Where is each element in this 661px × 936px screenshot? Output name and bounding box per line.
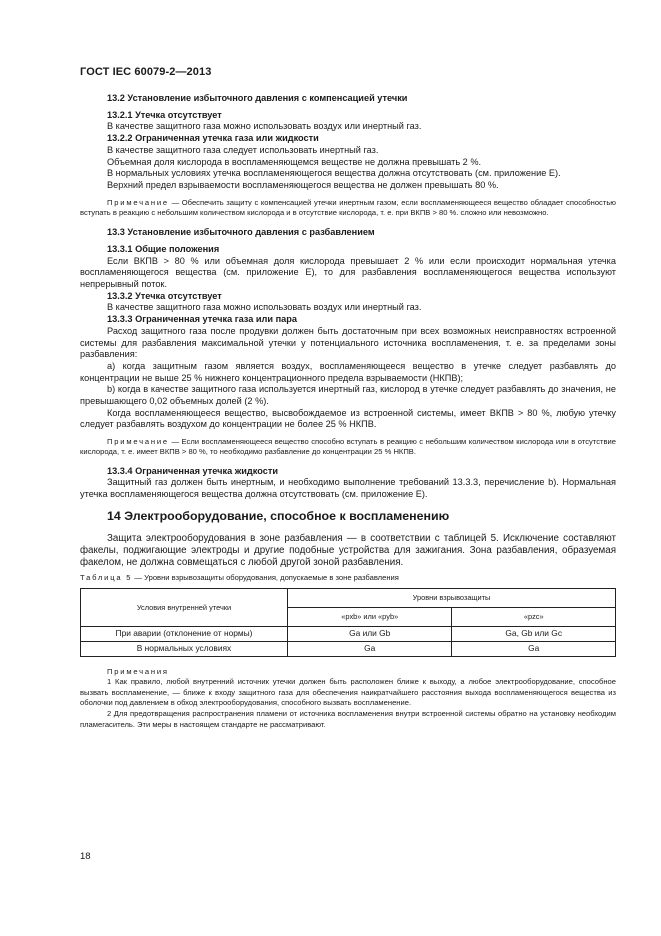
table-header-pzc: «pzc»	[452, 608, 616, 627]
page-content	[80, 93, 616, 730]
paragraph: Объемная доля кислорода в воспламеняющемся веществе не должна превышать 2 %.	[107, 156, 482, 167]
note-label: Примечание	[107, 197, 169, 207]
page-number: 18	[80, 851, 91, 862]
section-13-2-2-title: 13.2.2 Ограниченная утечка газа или жидкости	[107, 133, 319, 144]
section-14-title: 14 Электрооборудование, способное к воспламенению	[107, 508, 450, 523]
note-2: 2 Для предотвращения распространения пламени от источника воспламенения внутри встроенной системы обратно на установку необходим пламегаситель. Эти меры в настоящем стандарте не рассматривают.	[80, 709, 616, 729]
table-cell: Ga	[288, 641, 452, 656]
table-label: Таблица 5	[80, 573, 133, 583]
table-header-levels: Уровни взрывозащиты	[288, 589, 616, 608]
paragraph: Защитный газ должен быть инертным, и необходимо выполнение требований 13.3.3, перечисление b). Нормальная утечка воспламеняющегося вещества должна отсутствовать (см. приложение Е).	[80, 477, 616, 500]
table-row	[81, 641, 616, 656]
table-header-conditions: Условия внутренней утечки	[81, 589, 288, 627]
table-cell: В нормальных условиях	[81, 641, 288, 656]
table-row	[81, 627, 616, 642]
note-1: 1 Как правило, любой внутренний источник утечки должен быть расположен ближе к выходу, а любое электрооборудование, способное вызвать воспламенение, — ближе к входу защитного газа для обеспечения наикратчайшего расстояния выхода воспламеняющегося вещества из оболочки под давлением в обход электрооборудования, способного вызвать воспламенение.	[80, 677, 616, 708]
paragraph: В качестве защитного газа следует использовать инертный газ.	[107, 144, 379, 155]
paragraph: Когда воспламеняющееся вещество, высвобождаемое из встроенной системы, имеет ВКПВ > 80 %, любую утечку следует разбавлять воздухом до концентрации не более 25 % НКПВ.	[80, 407, 616, 430]
table-cell: Ga или Gb	[288, 627, 452, 642]
paragraph: Верхний предел взрываемости воспламеняющегося вещества не должен превышать 80 %.	[107, 179, 499, 190]
section-13-3-title: 13.3 Установление избыточного давления с разбавлением	[107, 227, 375, 238]
section-13-2-title: 13.2 Установление избыточного давления с компенсацией утечки	[107, 93, 408, 103]
table-caption-text: — Уровни взрывозащиты оборудования, допускаемые в зоне разбавления	[132, 573, 399, 583]
paragraph: В качестве защитного газа можно использовать воздух или инертный газ.	[107, 302, 422, 313]
document-header: ГОСТ IEC 60079-2—2013	[80, 66, 212, 78]
note-label: Примечание	[107, 437, 169, 447]
table-cell: При аварии (отклонение от нормы)	[81, 627, 288, 642]
list-item-b: b) когда в качестве защитного газа используется инертный газ, кислород в утечке следует разбавлять до значения, не превышающего 0,02 объемных долей (2 %).	[80, 384, 616, 407]
notes-title: Примечания	[107, 666, 169, 676]
note-13-2	[80, 198, 616, 219]
table-cell: Ga	[452, 641, 616, 656]
table-5	[80, 588, 616, 656]
note-13-3	[80, 437, 616, 458]
table-header-pxb: «pxb» или «pyb»	[288, 608, 452, 627]
section-13-3-4-title: 13.3.4 Ограниченная утечка жидкости	[107, 465, 278, 476]
note-text: — Если воспламеняющееся вещество способно вступать в реакцию с небольшим количеством кислорода или в отсутствие кислорода, т. е. имеет ВКПВ > 80 %, то необходимо разбавление до концентрации 25 % НКПВ.	[80, 437, 616, 457]
note-text: — Обеспечить защиту с компенсацией утечки инертным газом, если воспламеняющееся вещество обладает способностью вступать в реакцию с небольшим количеством кислорода и в отсутствие кислорода, т. е. при ВКПВ > 80 %. сложно или невозможно.	[80, 197, 616, 217]
paragraph: В нормальных условиях утечка воспламеняющегося вещества должна отсутствовать (см. приложение Е).	[107, 168, 561, 179]
section-13-3-3-title: 13.3.3 Ограниченная утечка газа или пара	[107, 314, 297, 325]
section-13-3-1-title: 13.3.1 Общие положения	[107, 243, 220, 254]
paragraph: Защита электрооборудования в зоне разбавления — в соответствии с таблицей 5. Исключение составляют факелы, поджигающие электроды и другие подобные устройства для зажигания. Зона разбавления, образуемая факелом, не должна совмещаться с любой другой зоной разбавления.	[80, 532, 616, 569]
paragraph: Если ВКПВ > 80 % или объемная доля кислорода превышает 2 % или если происходит нормальная утечка воспламеняющегося вещества (см. приложение Е), то для разбавления воспламеняющегося вещества используют непрерывный поток.	[80, 255, 616, 290]
table-cell: Ga, Gb или Gc	[452, 627, 616, 642]
paragraph: Расход защитного газа после продувки должен быть достаточным при всех возможных неисправностях встроенной системы для разбавления максимальной утечки у потенциального источника воспламенения, т. е. за пределами зоны разбавления:	[80, 325, 616, 360]
section-13-3-2-title: 13.3.2 Утечка отсутствует	[107, 290, 222, 301]
table-caption	[80, 572, 616, 584]
paragraph: В качестве защитного газа можно использовать воздух или инертный газ.	[107, 121, 422, 132]
list-item-a: a) когда защитным газом является воздух, воспламеняющееся вещество в утечке следует разбавлять до концентрации не выше 25 % нижнего концентрационного предела взрываемости (НКПВ);	[80, 360, 616, 383]
section-13-2-1-title: 13.2.1 Утечка отсутствует	[107, 109, 222, 120]
